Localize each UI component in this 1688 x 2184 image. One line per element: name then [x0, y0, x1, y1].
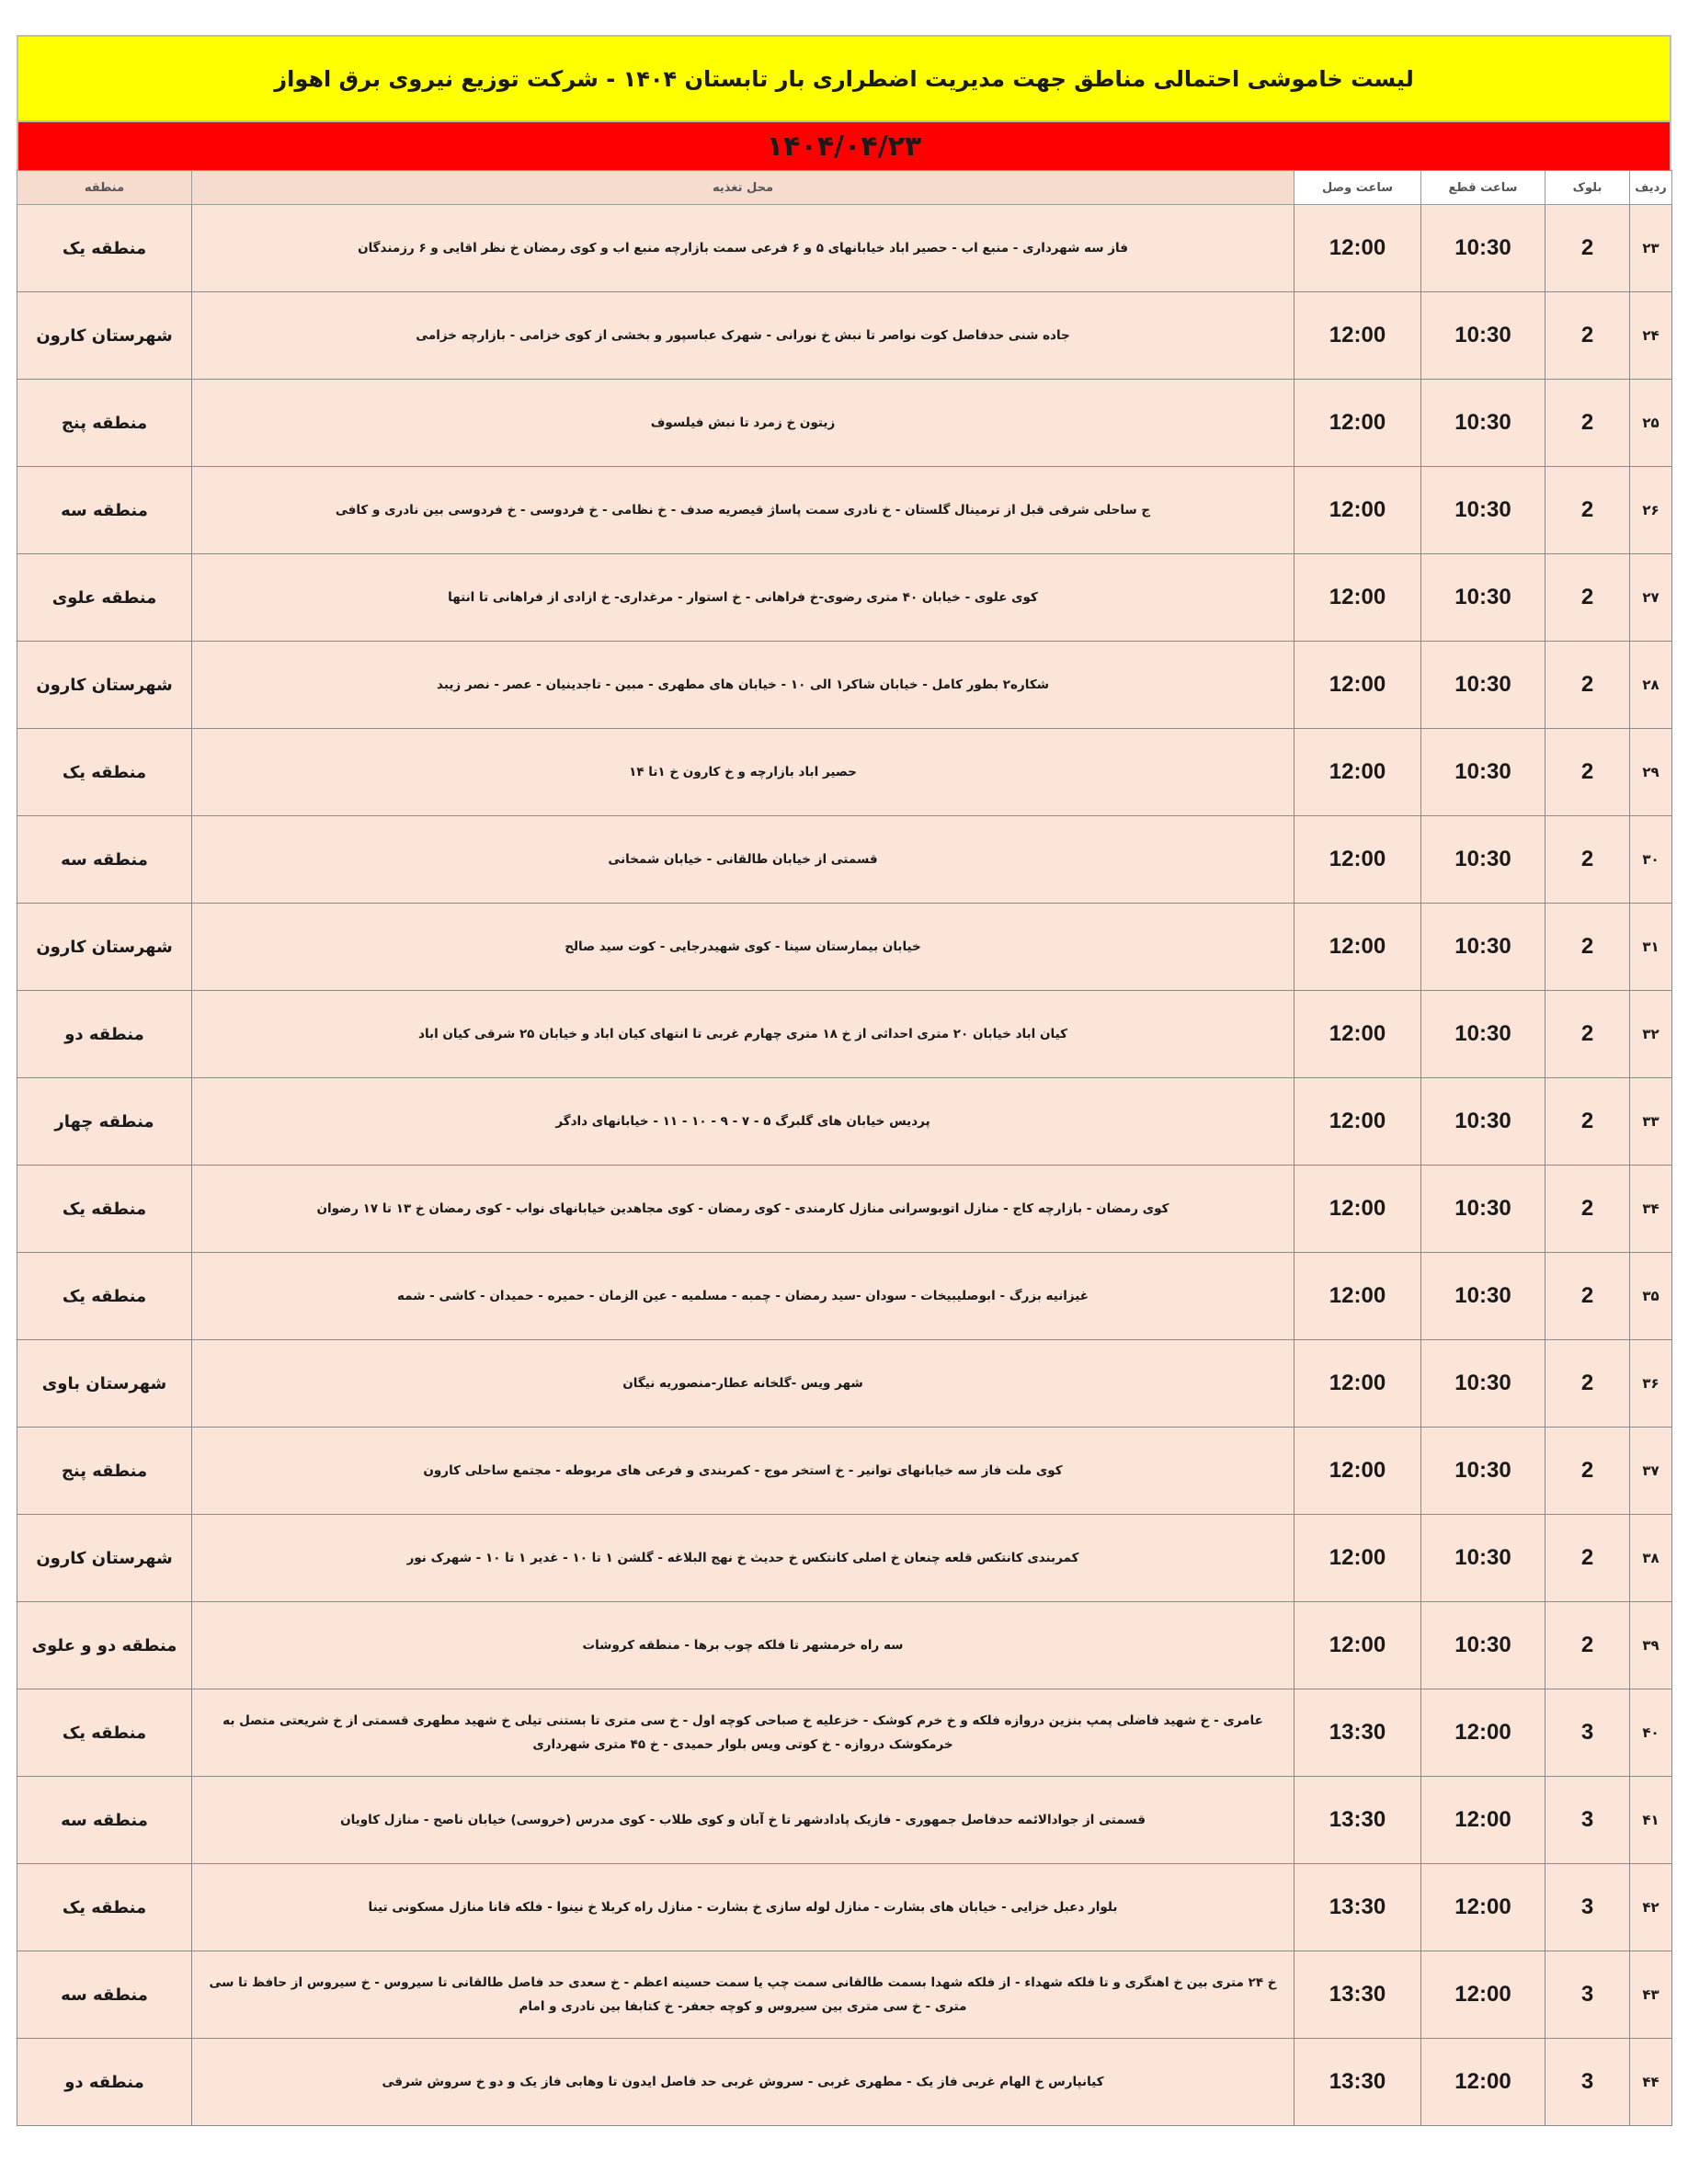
connect-time-cell: 13:30	[1295, 2039, 1421, 2126]
location-cell: خ ۲۴ متری بین خ اهنگری و تا فلکه شهداء - از فلکه شهدا بسمت طالقانی سمت چپ یا سمت حسینه اعظم - خ سعدی حد فاصل طالقانی تا سیروس - خ سیروس از حافظ تا سی متری - خ سی متری بین سیروس و کوچه جعفر- خ کتابفا بین نادری و امام	[192, 1951, 1295, 2039]
cut-time-cell: 10:30	[1421, 991, 1545, 1078]
cut-time-cell: 10:30	[1421, 1078, 1545, 1166]
block-cell: 3	[1545, 1777, 1630, 1864]
row-number: ۳۰	[1630, 816, 1672, 904]
region-cell: منطقه یک	[17, 1689, 192, 1777]
connect-time-cell: 12:00	[1295, 1428, 1421, 1515]
connect-time-cell: 12:00	[1295, 904, 1421, 991]
row-number: ۲۶	[1630, 467, 1672, 554]
region-cell: شهرستان کارون	[17, 642, 192, 729]
table-row	[17, 467, 1672, 554]
location-cell: قسمتی از جوادالائمه حدفاصل جمهوری - فازیک پادادشهر تا خ آبان و کوی طلاب - کوی مدرس (خروسی) خیابان ناصح - منازل کاویان	[192, 1777, 1295, 1864]
region-cell: منطقه دو و علوی	[17, 1602, 192, 1689]
region-cell: منطقه سه	[17, 816, 192, 904]
connect-time-cell: 12:00	[1295, 729, 1421, 816]
connect-time-cell: 12:00	[1295, 205, 1421, 292]
block-cell: 2	[1545, 380, 1630, 467]
location-cell: ج ساحلی شرقی قبل از ترمینال گلستان - خ نادری سمت پاساژ قیصریه صدف - خ نظامی - خ فردوسی - خ فردوسی بین نادری و کافی	[192, 467, 1295, 554]
table-row	[17, 1340, 1672, 1428]
connect-time-cell: 12:00	[1295, 1515, 1421, 1602]
header-connect-time: ساعت وصل	[1295, 171, 1421, 205]
outage-table	[17, 170, 1672, 2126]
table-row	[17, 554, 1672, 642]
row-number: ۳۳	[1630, 1078, 1672, 1166]
row-number: ۴۰	[1630, 1689, 1672, 1777]
row-number: ۳۲	[1630, 991, 1672, 1078]
header-row	[17, 171, 1672, 205]
table-row	[17, 292, 1672, 380]
cut-time-cell: 12:00	[1421, 2039, 1545, 2126]
header-region: منطقه	[17, 171, 192, 205]
block-cell: 2	[1545, 1166, 1630, 1253]
header-cut-time: ساعت قطع	[1421, 171, 1545, 205]
connect-time-cell: 12:00	[1295, 1602, 1421, 1689]
block-cell: 3	[1545, 1689, 1630, 1777]
table-row	[17, 205, 1672, 292]
location-cell: کوی ملت فاز سه خیابانهای توانیر - خ استخر موج - کمربندی و فرعی های مربوطه - مجتمع ساحلی کارون	[192, 1428, 1295, 1515]
region-cell: منطقه چهار	[17, 1078, 192, 1166]
location-cell: جاده شنی حدفاصل کوت نواصر تا نبش خ نورانی - شهرک عباسپور و بخشی از کوی خزامی - بازارچه خزامی	[192, 292, 1295, 380]
row-number: ۴۴	[1630, 2039, 1672, 2126]
region-cell: منطقه یک	[17, 1253, 192, 1340]
block-cell: 2	[1545, 729, 1630, 816]
cut-time-cell: 10:30	[1421, 1602, 1545, 1689]
region-cell: منطقه پنج	[17, 380, 192, 467]
region-cell: شهرستان باوی	[17, 1340, 192, 1428]
table-row	[17, 1253, 1672, 1340]
connect-time-cell: 12:00	[1295, 642, 1421, 729]
row-number: ۲۷	[1630, 554, 1672, 642]
connect-time-cell: 12:00	[1295, 1340, 1421, 1428]
header-block: بلوک	[1545, 171, 1630, 205]
block-cell: 2	[1545, 904, 1630, 991]
cut-time-cell: 10:30	[1421, 1428, 1545, 1515]
block-cell: 2	[1545, 1602, 1630, 1689]
region-cell: شهرستان کارون	[17, 292, 192, 380]
table-row	[17, 380, 1672, 467]
table-row	[17, 816, 1672, 904]
location-cell: زیتون خ زمرد تا نبش فیلسوف	[192, 380, 1295, 467]
block-cell: 2	[1545, 292, 1630, 380]
table-row	[17, 991, 1672, 1078]
table-row	[17, 642, 1672, 729]
location-cell: شهر ویس -گلخانه عطار-منصوریه نیگان	[192, 1340, 1295, 1428]
row-number: ۴۱	[1630, 1777, 1672, 1864]
region-cell: منطقه سه	[17, 467, 192, 554]
row-number: ۲۳	[1630, 205, 1672, 292]
block-cell: 2	[1545, 1340, 1630, 1428]
table-row	[17, 729, 1672, 816]
location-cell: عامری - خ شهید فاضلی پمپ بنزین دروازه فلکه و خ خرم کوشک - خزعلیه خ صباحی کوچه اول - خ سی متری تا بستنی تیلی خ شهید مطهری قسمتی از خ شریعتی متصل به خرمکوشک دروازه - خ کوتی ویس بلوار حمیدی - خ ۴۵ متری شهرداری	[192, 1689, 1295, 1777]
block-cell: 2	[1545, 554, 1630, 642]
connect-time-cell: 12:00	[1295, 380, 1421, 467]
cut-time-cell: 10:30	[1421, 380, 1545, 467]
row-number: ۳۶	[1630, 1340, 1672, 1428]
connect-time-cell: 12:00	[1295, 1253, 1421, 1340]
location-cell: کیان اباد خیابان ۲۰ متری احداثی از خ ۱۸ متری چهارم غربی تا انتهای کیان اباد و خیابان ۲۵ شرقی کیان اباد	[192, 991, 1295, 1078]
row-number: ۴۲	[1630, 1864, 1672, 1951]
block-cell: 2	[1545, 642, 1630, 729]
table-row	[17, 1078, 1672, 1166]
table-row	[17, 904, 1672, 991]
connect-time-cell: 12:00	[1295, 292, 1421, 380]
location-cell: خیابان بیمارستان سینا - کوی شهیدرجایی - کوت سید صالح	[192, 904, 1295, 991]
region-cell: منطقه یک	[17, 1166, 192, 1253]
row-number: ۲۸	[1630, 642, 1672, 729]
block-cell: 2	[1545, 1253, 1630, 1340]
row-number: ۳۴	[1630, 1166, 1672, 1253]
block-cell: 2	[1545, 467, 1630, 554]
region-cell: منطقه سه	[17, 1777, 192, 1864]
outage-schedule-sheet	[17, 35, 1671, 2126]
cut-time-cell: 10:30	[1421, 292, 1545, 380]
table-row	[17, 1864, 1672, 1951]
region-cell: منطقه علوی	[17, 554, 192, 642]
row-number: ۲۹	[1630, 729, 1672, 816]
connect-time-cell: 13:30	[1295, 1689, 1421, 1777]
connect-time-cell: 12:00	[1295, 1166, 1421, 1253]
cut-time-cell: 12:00	[1421, 1864, 1545, 1951]
block-cell: 3	[1545, 1951, 1630, 2039]
row-number: ۳۸	[1630, 1515, 1672, 1602]
row-number: ۳۵	[1630, 1253, 1672, 1340]
location-cell: حصیر اباد بازارچه و خ کارون خ ۱تا ۱۴	[192, 729, 1295, 816]
location-cell: کوی علوی - خیابان ۴۰ متری رضوی-خ فراهانی - خ استوار - مرغداری- خ ازادی از فراهانی تا انتها	[192, 554, 1295, 642]
table-row	[17, 1689, 1672, 1777]
location-cell: سه راه خرمشهر تا فلکه چوب برها - منطقه کروشات	[192, 1602, 1295, 1689]
page-title: لیست خاموشی احتمالی مناطق جهت مدیریت اضطراری بار تابستان ۱۴۰۴ - شرکت توزیع نیروی برق اهواز	[17, 35, 1671, 122]
location-cell: بلوار دعبل خزایی - خیابان های بشارت - منازل لوله سازی خ بشارت - منازل راه کربلا خ نینوا - فلکه قانا منازل مسکونی تینا	[192, 1864, 1295, 1951]
connect-time-cell: 12:00	[1295, 1078, 1421, 1166]
cut-time-cell: 10:30	[1421, 1166, 1545, 1253]
region-cell: منطقه پنج	[17, 1428, 192, 1515]
cut-time-cell: 12:00	[1421, 1689, 1545, 1777]
block-cell: 3	[1545, 1864, 1630, 1951]
location-cell: شکاره۲ بطور کامل - خیابان شاکر۱ الی ۱۰ - خیابان های مطهری - مبین - تاجدینیان - عصر - نصر زیبد	[192, 642, 1295, 729]
region-cell: شهرستان کارون	[17, 904, 192, 991]
cut-time-cell: 12:00	[1421, 1951, 1545, 2039]
table-row	[17, 1428, 1672, 1515]
location-cell: کیانپارس خ الهام غربی فاز یک - مطهری غربی - سروش غربی حد فاصل ایدون تا وهابی فاز یک و دو خ سروش شرقی	[192, 2039, 1295, 2126]
cut-time-cell: 10:30	[1421, 904, 1545, 991]
region-cell: منطقه یک	[17, 205, 192, 292]
connect-time-cell: 12:00	[1295, 467, 1421, 554]
block-cell: 2	[1545, 205, 1630, 292]
header-location: محل تغذیه	[192, 171, 1295, 205]
location-cell: قسمتی از خیابان طالقانی - خیابان شمخانی	[192, 816, 1295, 904]
region-cell: منطقه یک	[17, 1864, 192, 1951]
cut-time-cell: 10:30	[1421, 205, 1545, 292]
connect-time-cell: 13:30	[1295, 1777, 1421, 1864]
cut-time-cell: 10:30	[1421, 1253, 1545, 1340]
row-number: ۲۴	[1630, 292, 1672, 380]
block-cell: 3	[1545, 2039, 1630, 2126]
connect-time-cell: 13:30	[1295, 1951, 1421, 2039]
table-row	[17, 1951, 1672, 2039]
cut-time-cell: 10:30	[1421, 1515, 1545, 1602]
cut-time-cell: 10:30	[1421, 816, 1545, 904]
block-cell: 2	[1545, 1078, 1630, 1166]
cut-time-cell: 10:30	[1421, 642, 1545, 729]
location-cell: کمربندی کانتکس قلعه چنعان خ اصلی کانتکس خ حدیث خ نهج البلاغه - گلشن ۱ تا ۱۰ - غدیر ۱ تا ۱۰ - شهرک نور	[192, 1515, 1295, 1602]
header-row-number: ردیف	[1630, 171, 1672, 205]
schedule-date: ۱۴۰۴/۰۴/۲۳	[17, 122, 1671, 170]
region-cell: منطقه یک	[17, 729, 192, 816]
region-cell: شهرستان کارون	[17, 1515, 192, 1602]
cut-time-cell: 10:30	[1421, 554, 1545, 642]
connect-time-cell: 12:00	[1295, 991, 1421, 1078]
table-row	[17, 1777, 1672, 1864]
connect-time-cell: 12:00	[1295, 816, 1421, 904]
location-cell: کوی رمضان - بازارچه کاج - منازل اتوبوسرانی منازل کارمندی - کوی رمضان - کوی مجاهدین خیابانهای نواب - کوی رمضان خ ۱۳ تا ۱۷ رضوان	[192, 1166, 1295, 1253]
cut-time-cell: 10:30	[1421, 1340, 1545, 1428]
region-cell: منطقه سه	[17, 1951, 192, 2039]
block-cell: 2	[1545, 1515, 1630, 1602]
table-row	[17, 1166, 1672, 1253]
connect-time-cell: 13:30	[1295, 1864, 1421, 1951]
table-row	[17, 1515, 1672, 1602]
row-number: ۳۱	[1630, 904, 1672, 991]
row-number: ۳۷	[1630, 1428, 1672, 1515]
location-cell: پردیس خیابان های گلبرگ ۵ - ۷ - ۹ - ۱۰ - ۱۱ - خیابانهای دادگر	[192, 1078, 1295, 1166]
location-cell: فاز سه شهرداری - منبع اب - حصیر اباد خیابانهای ۵ و ۶ فرعی سمت بازارچه منبع اب و کوی رمضان خ نظر اقایی و ۶ رزمندگان	[192, 205, 1295, 292]
location-cell: غیزانیه بزرگ - ابوصلیبیخات - سودان -سید رمضان - چمبه - مسلمیه - عین الزمان - حمیره - حمیدان - کاشی - شمه	[192, 1253, 1295, 1340]
row-number: ۲۵	[1630, 380, 1672, 467]
region-cell: منطقه دو	[17, 2039, 192, 2126]
block-cell: 2	[1545, 1428, 1630, 1515]
row-number: ۳۹	[1630, 1602, 1672, 1689]
cut-time-cell: 10:30	[1421, 729, 1545, 816]
block-cell: 2	[1545, 816, 1630, 904]
cut-time-cell: 12:00	[1421, 1777, 1545, 1864]
table-row	[17, 2039, 1672, 2126]
table-row	[17, 1602, 1672, 1689]
cut-time-cell: 10:30	[1421, 467, 1545, 554]
row-number: ۴۳	[1630, 1951, 1672, 2039]
connect-time-cell: 12:00	[1295, 554, 1421, 642]
region-cell: منطقه دو	[17, 991, 192, 1078]
block-cell: 2	[1545, 991, 1630, 1078]
